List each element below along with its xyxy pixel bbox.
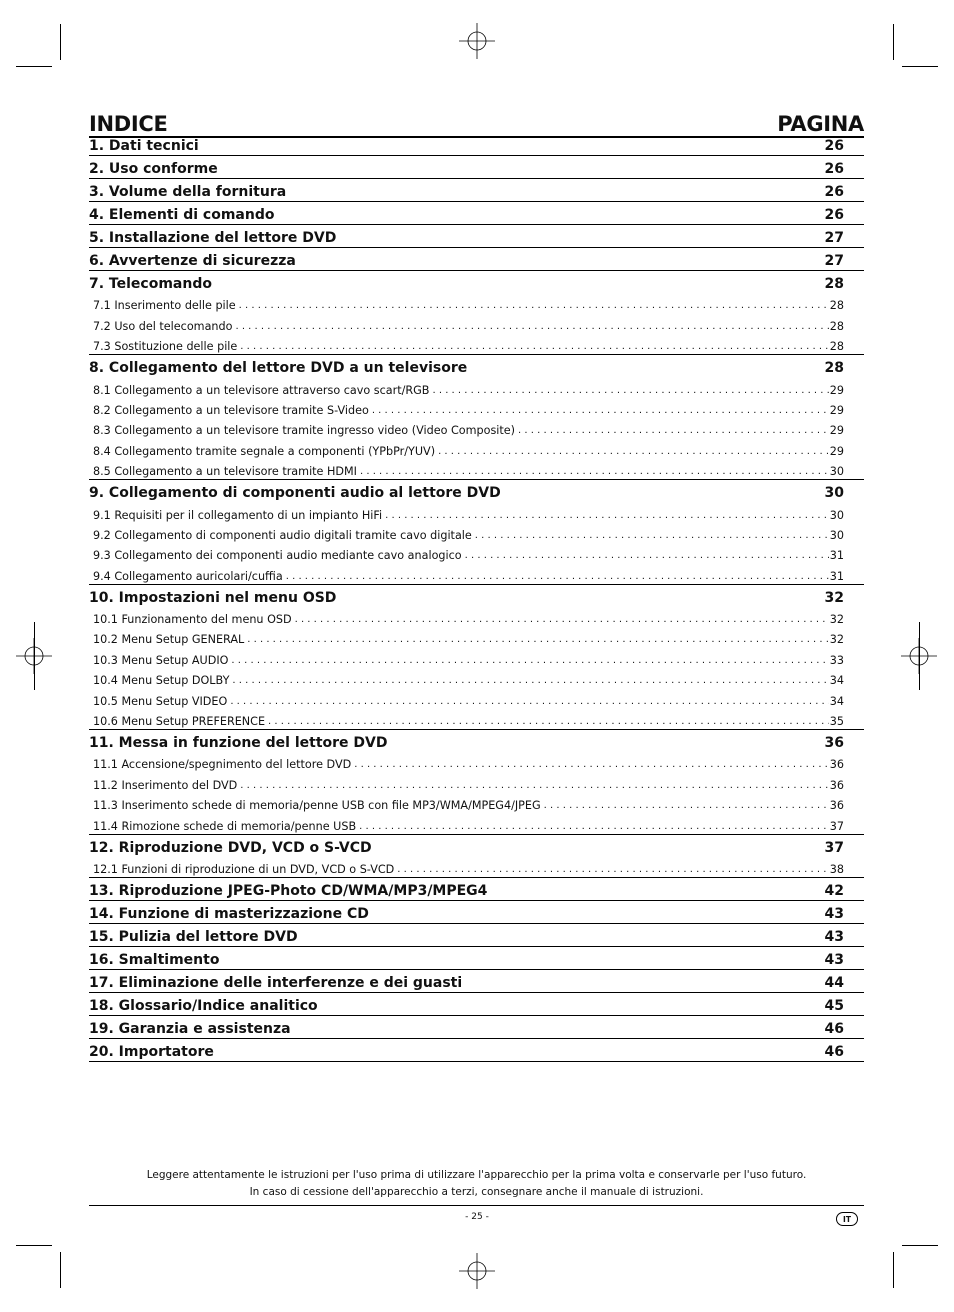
- toc-subsection-label: 11.2 Inserimento del DVD: [93, 778, 238, 792]
- toc-section: [89, 902, 864, 924]
- toc-subsection-label: 9.3 Collegamento dei componenti audio mediante cavo analogico: [93, 549, 462, 563]
- dot-leader: [354, 758, 829, 772]
- toc-section-page: 27: [824, 230, 844, 246]
- toc-subsection-label: 11.3 Inserimento schede di memoria/penne USB con file MP3/WMA/MPEG4/JPEG: [93, 799, 541, 813]
- toc-subsection-page: 35: [829, 715, 844, 729]
- toc-subsection: [89, 502, 864, 522]
- table-of-contents: [89, 134, 864, 1063]
- toc-section-page: 32: [824, 589, 844, 606]
- toc-section: [89, 994, 864, 1016]
- toc-section-page: 37: [824, 839, 844, 856]
- toc-subsection-label: 7.1 Inserimento delle pile: [93, 299, 236, 313]
- toc-subsection: [89, 377, 864, 397]
- toc-subsection: [89, 543, 864, 563]
- toc-section: [89, 879, 864, 901]
- toc-subsection-label: 8.2 Collegamento a un televisore tramite S-Video: [93, 403, 369, 417]
- toc-subsection: [89, 668, 864, 688]
- toc-subsection-label: 9.4 Collegamento auricolari/cuffia: [93, 569, 283, 583]
- dot-leader: [240, 779, 828, 793]
- dot-leader: [385, 509, 829, 523]
- toc-subsection-label: 10.1 Funzionamento del menu OSD: [93, 613, 292, 627]
- toc-section-label: 16. Smaltimento: [89, 951, 220, 968]
- toc-subsection-group: [89, 377, 864, 480]
- toc-section-page: 43: [824, 951, 844, 968]
- page-number: - 25 -: [465, 1212, 489, 1222]
- toc-subsection-page: 33: [829, 653, 844, 667]
- registration-mark-top: [459, 23, 495, 59]
- toc-subsection-page: 31: [829, 569, 844, 583]
- toc-subsection-page: 34: [829, 674, 844, 688]
- toc-subsection: [89, 418, 864, 438]
- toc-section-label: 1. Dati tecnici: [89, 138, 199, 154]
- toc-subsection-label: 9.1 Requisiti per il collegamento di un impianto HiFi: [93, 508, 383, 522]
- toc-subsection-group: [89, 752, 864, 835]
- toc-subsection-group: [89, 293, 864, 355]
- footer-note-line-2: In caso di cessione dell'apparecchio a terzi, consegnare anche il manuale di istruzioni.: [249, 1186, 704, 1198]
- toc-subsection-page: 31: [829, 549, 844, 563]
- toc-subsection-page: 36: [829, 778, 844, 792]
- dot-leader: [372, 404, 829, 418]
- page-column-label: PAGINA: [777, 112, 864, 136]
- toc-section-page: 27: [824, 253, 844, 269]
- toc-section-page: 45: [824, 997, 844, 1014]
- language-badge: IT: [836, 1212, 858, 1226]
- toc-section: [89, 586, 864, 607]
- toc-subsection-page: 29: [829, 424, 844, 438]
- toc-section-label: 14. Funzione di masterizzazione CD: [89, 905, 369, 922]
- toc-subsection-page: 28: [829, 299, 844, 313]
- toc-subsection-label: 10.4 Menu Setup DOLBY: [93, 674, 230, 688]
- toc-section-page: 26: [824, 161, 844, 177]
- toc-section-page: 28: [824, 276, 844, 292]
- toc-section-page: 44: [824, 974, 844, 991]
- dot-leader: [232, 674, 828, 688]
- toc-section-label: 19. Garanzia e assistenza: [89, 1020, 291, 1037]
- toc-section-page: 42: [824, 882, 844, 899]
- dot-leader: [544, 799, 829, 813]
- dot-leader: [295, 613, 829, 627]
- toc-subsection: [89, 688, 864, 708]
- footer-divider: [89, 1205, 864, 1206]
- toc-subsection: [89, 793, 864, 813]
- dot-leader: [286, 570, 829, 584]
- toc-section: [89, 249, 864, 271]
- toc-subsection-label: 8.5 Collegamento a un televisore tramite HDMI: [93, 465, 357, 479]
- toc-subsection: [89, 647, 864, 667]
- toc-section: [89, 971, 864, 993]
- toc-subsection-label: 10.6 Menu Setup PREFERENCE: [93, 715, 266, 729]
- toc-subsection-label: 10.2 Menu Setup GENERAL: [93, 633, 245, 647]
- toc-section-page: 43: [824, 905, 844, 922]
- toc-section-label: 8. Collegamento del lettore DVD a un televisore: [89, 360, 468, 377]
- toc-section-label: 2. Uso conforme: [89, 161, 218, 177]
- toc-subsection: [89, 709, 864, 729]
- footer-note: [89, 1167, 864, 1201]
- toc-section: [89, 836, 864, 857]
- toc-section-page: 28: [824, 360, 844, 377]
- toc-section: [89, 1040, 864, 1062]
- toc-subsection: [89, 857, 864, 877]
- toc-section-page: 46: [824, 1043, 844, 1060]
- toc-subsection: [89, 293, 864, 313]
- toc-subsection-page: 28: [829, 340, 844, 354]
- toc-subsection: [89, 627, 864, 647]
- toc-subsection-label: 8.1 Collegamento a un televisore attraverso cavo scart/RGB: [93, 383, 430, 397]
- dot-leader: [397, 863, 828, 877]
- toc-subsection-label: 7.3 Sostituzione delle pile: [93, 340, 238, 354]
- toc-subsection-page: 30: [829, 508, 844, 522]
- toc-section-label: 11. Messa in funzione del lettore DVD: [89, 735, 388, 752]
- toc-section-page: 26: [824, 184, 844, 200]
- toc-subsection-page: 32: [829, 613, 844, 627]
- dot-leader: [465, 549, 829, 563]
- toc-section: [89, 180, 864, 202]
- toc-subsection-page: 32: [829, 633, 844, 647]
- toc-subsection-group: [89, 502, 864, 585]
- toc-section: [89, 948, 864, 970]
- toc-section-label: 9. Collegamento di componenti audio al lettore DVD: [89, 485, 501, 502]
- toc-subsection-label: 8.3 Collegamento a un televisore tramite ingresso video (Video Composite): [93, 424, 516, 438]
- toc-subsection: [89, 459, 864, 479]
- toc-section: [89, 157, 864, 179]
- toc-subsection-label: 9.2 Collegamento di componenti audio digitali tramite cavo digitale: [93, 528, 472, 542]
- toc-section: [89, 731, 864, 752]
- toc-subsection-label: 10.5 Menu Setup VIDEO: [93, 694, 228, 708]
- dot-leader: [359, 820, 829, 834]
- toc-section-label: 3. Volume della fornitura: [89, 184, 287, 200]
- toc-subsection-page: 29: [829, 403, 844, 417]
- registration-mark-bottom: [459, 1253, 495, 1289]
- dot-leader: [475, 529, 829, 543]
- toc-subsection-label: 7.2 Uso del telecomando: [93, 319, 233, 333]
- toc-subsection: [89, 772, 864, 792]
- footer-note-line-1: Leggere attentamente le istruzioni per l'uso prima di utilizzare l'apparecchio per la prima volta e conservarle per l'uso futuro.: [146, 1169, 807, 1181]
- dot-leader: [268, 715, 829, 729]
- toc-section-page: 26: [824, 138, 844, 154]
- toc-section-label: 17. Eliminazione delle interferenze e dei guasti: [89, 974, 463, 991]
- dot-leader: [235, 320, 828, 334]
- toc-section: [89, 925, 864, 947]
- toc-section-label: 7. Telecomando: [89, 276, 212, 292]
- toc-section: [89, 481, 864, 502]
- toc-section: [89, 203, 864, 225]
- toc-section: [89, 1017, 864, 1039]
- toc-section-label: 20. Importatore: [89, 1043, 214, 1060]
- dot-leader: [240, 340, 828, 354]
- toc-subsection-page: 36: [829, 758, 844, 772]
- toc-section-label: 18. Glossario/Indice analitico: [89, 997, 318, 1014]
- toc-subsection-group: [89, 857, 864, 878]
- toc-subsection: [89, 438, 864, 458]
- toc-section-page: 36: [824, 735, 844, 752]
- dot-leader: [518, 424, 829, 438]
- toc-section-page: 30: [824, 485, 844, 502]
- dot-leader: [432, 384, 828, 398]
- toc-subsection: [89, 398, 864, 418]
- toc-subsection-label: 11.4 Rimozione schede di memoria/penne USB: [93, 819, 357, 833]
- dot-leader: [239, 299, 829, 313]
- toc-title: INDICE: [89, 112, 168, 136]
- toc-section-label: 15. Pulizia del lettore DVD: [89, 928, 298, 945]
- toc-subsection-label: 8.4 Collegamento tramite segnale a componenti (YPbPr/YUV): [93, 444, 436, 458]
- toc-section-label: 4. Elementi di comando: [89, 207, 275, 223]
- toc-subsection-page: 29: [829, 444, 844, 458]
- dot-leader: [231, 654, 828, 668]
- toc-subsection-page: 34: [829, 694, 844, 708]
- toc-subsection: [89, 313, 864, 333]
- toc-subsection-page: 36: [829, 799, 844, 813]
- toc-subsection: [89, 334, 864, 354]
- toc-section: [89, 356, 864, 377]
- toc-section-label: 5. Installazione del lettore DVD: [89, 230, 337, 246]
- toc-subsection-page: 38: [829, 862, 844, 876]
- toc-section-label: 12. Riproduzione DVD, VCD o S-VCD: [89, 839, 372, 856]
- toc-subsection-page: 28: [829, 319, 844, 333]
- toc-subsection: [89, 813, 864, 833]
- toc-section: [89, 134, 864, 156]
- toc-subsection: [89, 523, 864, 543]
- dot-leader: [230, 695, 828, 709]
- toc-section-page: 43: [824, 928, 844, 945]
- toc-section: [89, 272, 864, 293]
- toc-section-page: 46: [824, 1020, 844, 1037]
- toc-subsection-page: 30: [829, 528, 844, 542]
- toc-section-label: 13. Riproduzione JPEG-Photo CD/WMA/MP3/MPEG4: [89, 882, 488, 899]
- toc-subsection: [89, 607, 864, 627]
- toc-section-page: 26: [824, 207, 844, 223]
- dot-leader: [438, 445, 829, 459]
- toc-subsection-page: 37: [829, 819, 844, 833]
- dot-leader: [247, 633, 829, 647]
- toc-section-label: 10. Impostazioni nel menu OSD: [89, 589, 337, 606]
- toc-section: [89, 226, 864, 248]
- toc-subsection-label: 10.3 Menu Setup AUDIO: [93, 653, 229, 667]
- toc-subsection-page: 29: [829, 383, 844, 397]
- toc-subsection: [89, 563, 864, 583]
- toc-section-label: 6. Avvertenze di sicurezza: [89, 253, 296, 269]
- toc-subsection: [89, 752, 864, 772]
- toc-subsection-group: [89, 607, 864, 730]
- toc-subsection-label: 11.1 Accensione/spegnimento del lettore DVD: [93, 758, 352, 772]
- toc-subsection-label: 12.1 Funzioni di riproduzione di un DVD, VCD o S-VCD: [93, 862, 395, 876]
- dot-leader: [360, 465, 829, 479]
- toc-subsection-page: 30: [829, 465, 844, 479]
